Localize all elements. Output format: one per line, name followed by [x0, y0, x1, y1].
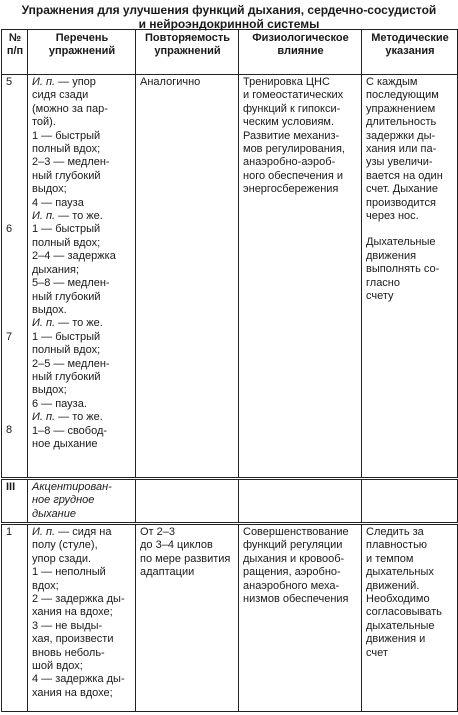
section-row: [2, 479, 458, 524]
table-row: [2, 75, 458, 479]
header-num: № п/п: [2, 30, 28, 75]
exercise-1: [32, 526, 132, 700]
exercise-cell: [28, 524, 136, 712]
row-numbers: [2, 75, 28, 479]
section-empty-cell: [136, 479, 239, 524]
table-row: [2, 524, 458, 712]
method-cell: [362, 75, 458, 479]
repeat-cell: Аналогично: [136, 75, 239, 479]
exercise-text: — сидя на полу (стуле), упор сзади. 1 — неполный вдох; 2 — задержка ды- хания на вдохе; 3 — не выды- хая, произвести вновь неболь- шой вдох; 4 — задержка ды- хания на вдохе;: [32, 526, 125, 699]
effect-cell: Тренировка ЦНС и гомеостатических функций к гипокси- ческим условиям. Развитие механиз- мов регулирования, анаэробно-аэроб- ного обеспечения и энергосбережения: [239, 75, 362, 479]
row-number: 7: [6, 330, 13, 343]
section-number: III: [2, 479, 28, 524]
table-title: Упражнения для улучшения функций дыхания, сердечно-сосудистой и нейроэндокринной системы: [21, 3, 437, 31]
exercise-6: [32, 210, 132, 317]
exercise-5: [32, 76, 132, 210]
section-empty-cell: [362, 479, 458, 524]
row-number: 6: [6, 223, 13, 236]
exercise-text: — то же. 1 — быстрый полный вдох; 2–5 — медлен- ный глубокий выдох; 6 — пауза.: [32, 317, 110, 410]
ip-label: И. п.: [32, 317, 56, 330]
row-number: 8: [6, 424, 13, 437]
ip-label: И. п.: [32, 210, 56, 223]
method-text: С каждым последующим упражнением длительность задержки ды- хания или па- узы увеличи- вается на один счет. Дыхание производится через нос.: [366, 76, 443, 223]
effect-cell: Совершенствование функций регуляции дыхания и кровооб- ращения, аэробно- анаэробного меха- низмов обеспечения: [239, 524, 362, 712]
method-cell: Следить за плавностью и темпом дыхательных движений. Необходимо согласовывать дыхательные движения и счет: [362, 524, 458, 712]
ip-label: И. п.: [32, 526, 56, 538]
exercise-text: — то же. 1–8 — свобод- ное дыхание: [32, 411, 108, 450]
ip-label: И. п.: [32, 411, 56, 424]
exercise-text: — то же. 1 — быстрый полный вдох; 2–4 — задержка дыхания; 5–8 — медлен- ный глубокий выдох.: [32, 210, 116, 316]
ip-label: И. п.: [32, 76, 56, 88]
method-text: Дыхательные движения выполнять со- гласно счету: [366, 236, 440, 303]
row-number: 5: [6, 76, 13, 88]
exercise-7: [32, 317, 132, 411]
section-empty-cell: [239, 479, 362, 524]
repeat-cell: От 2–3 до 3–4 циклов по мере развития адаптации: [136, 524, 239, 712]
header-method: Методические указания: [362, 30, 458, 75]
section-title: Акцентирован- ное грудное дыхание: [28, 479, 136, 524]
exercise-list-cell: [28, 75, 136, 479]
row-number: 1: [2, 524, 28, 712]
exercise-table: [1, 29, 458, 712]
header-exercises: Перечень упражнений: [28, 30, 136, 75]
exercise-8: [32, 411, 132, 451]
header-repeat: Повторяемость упражнений: [136, 30, 239, 75]
header-row: [2, 30, 458, 75]
header-effect: Физиологическое влияние: [239, 30, 362, 75]
exercise-text: — упор сидя сзади (можно за пар- той). 1 — быстрый полный вдох; 2–3 — медлен- ный глубокий выдох; 4 — пауза: [32, 76, 110, 209]
